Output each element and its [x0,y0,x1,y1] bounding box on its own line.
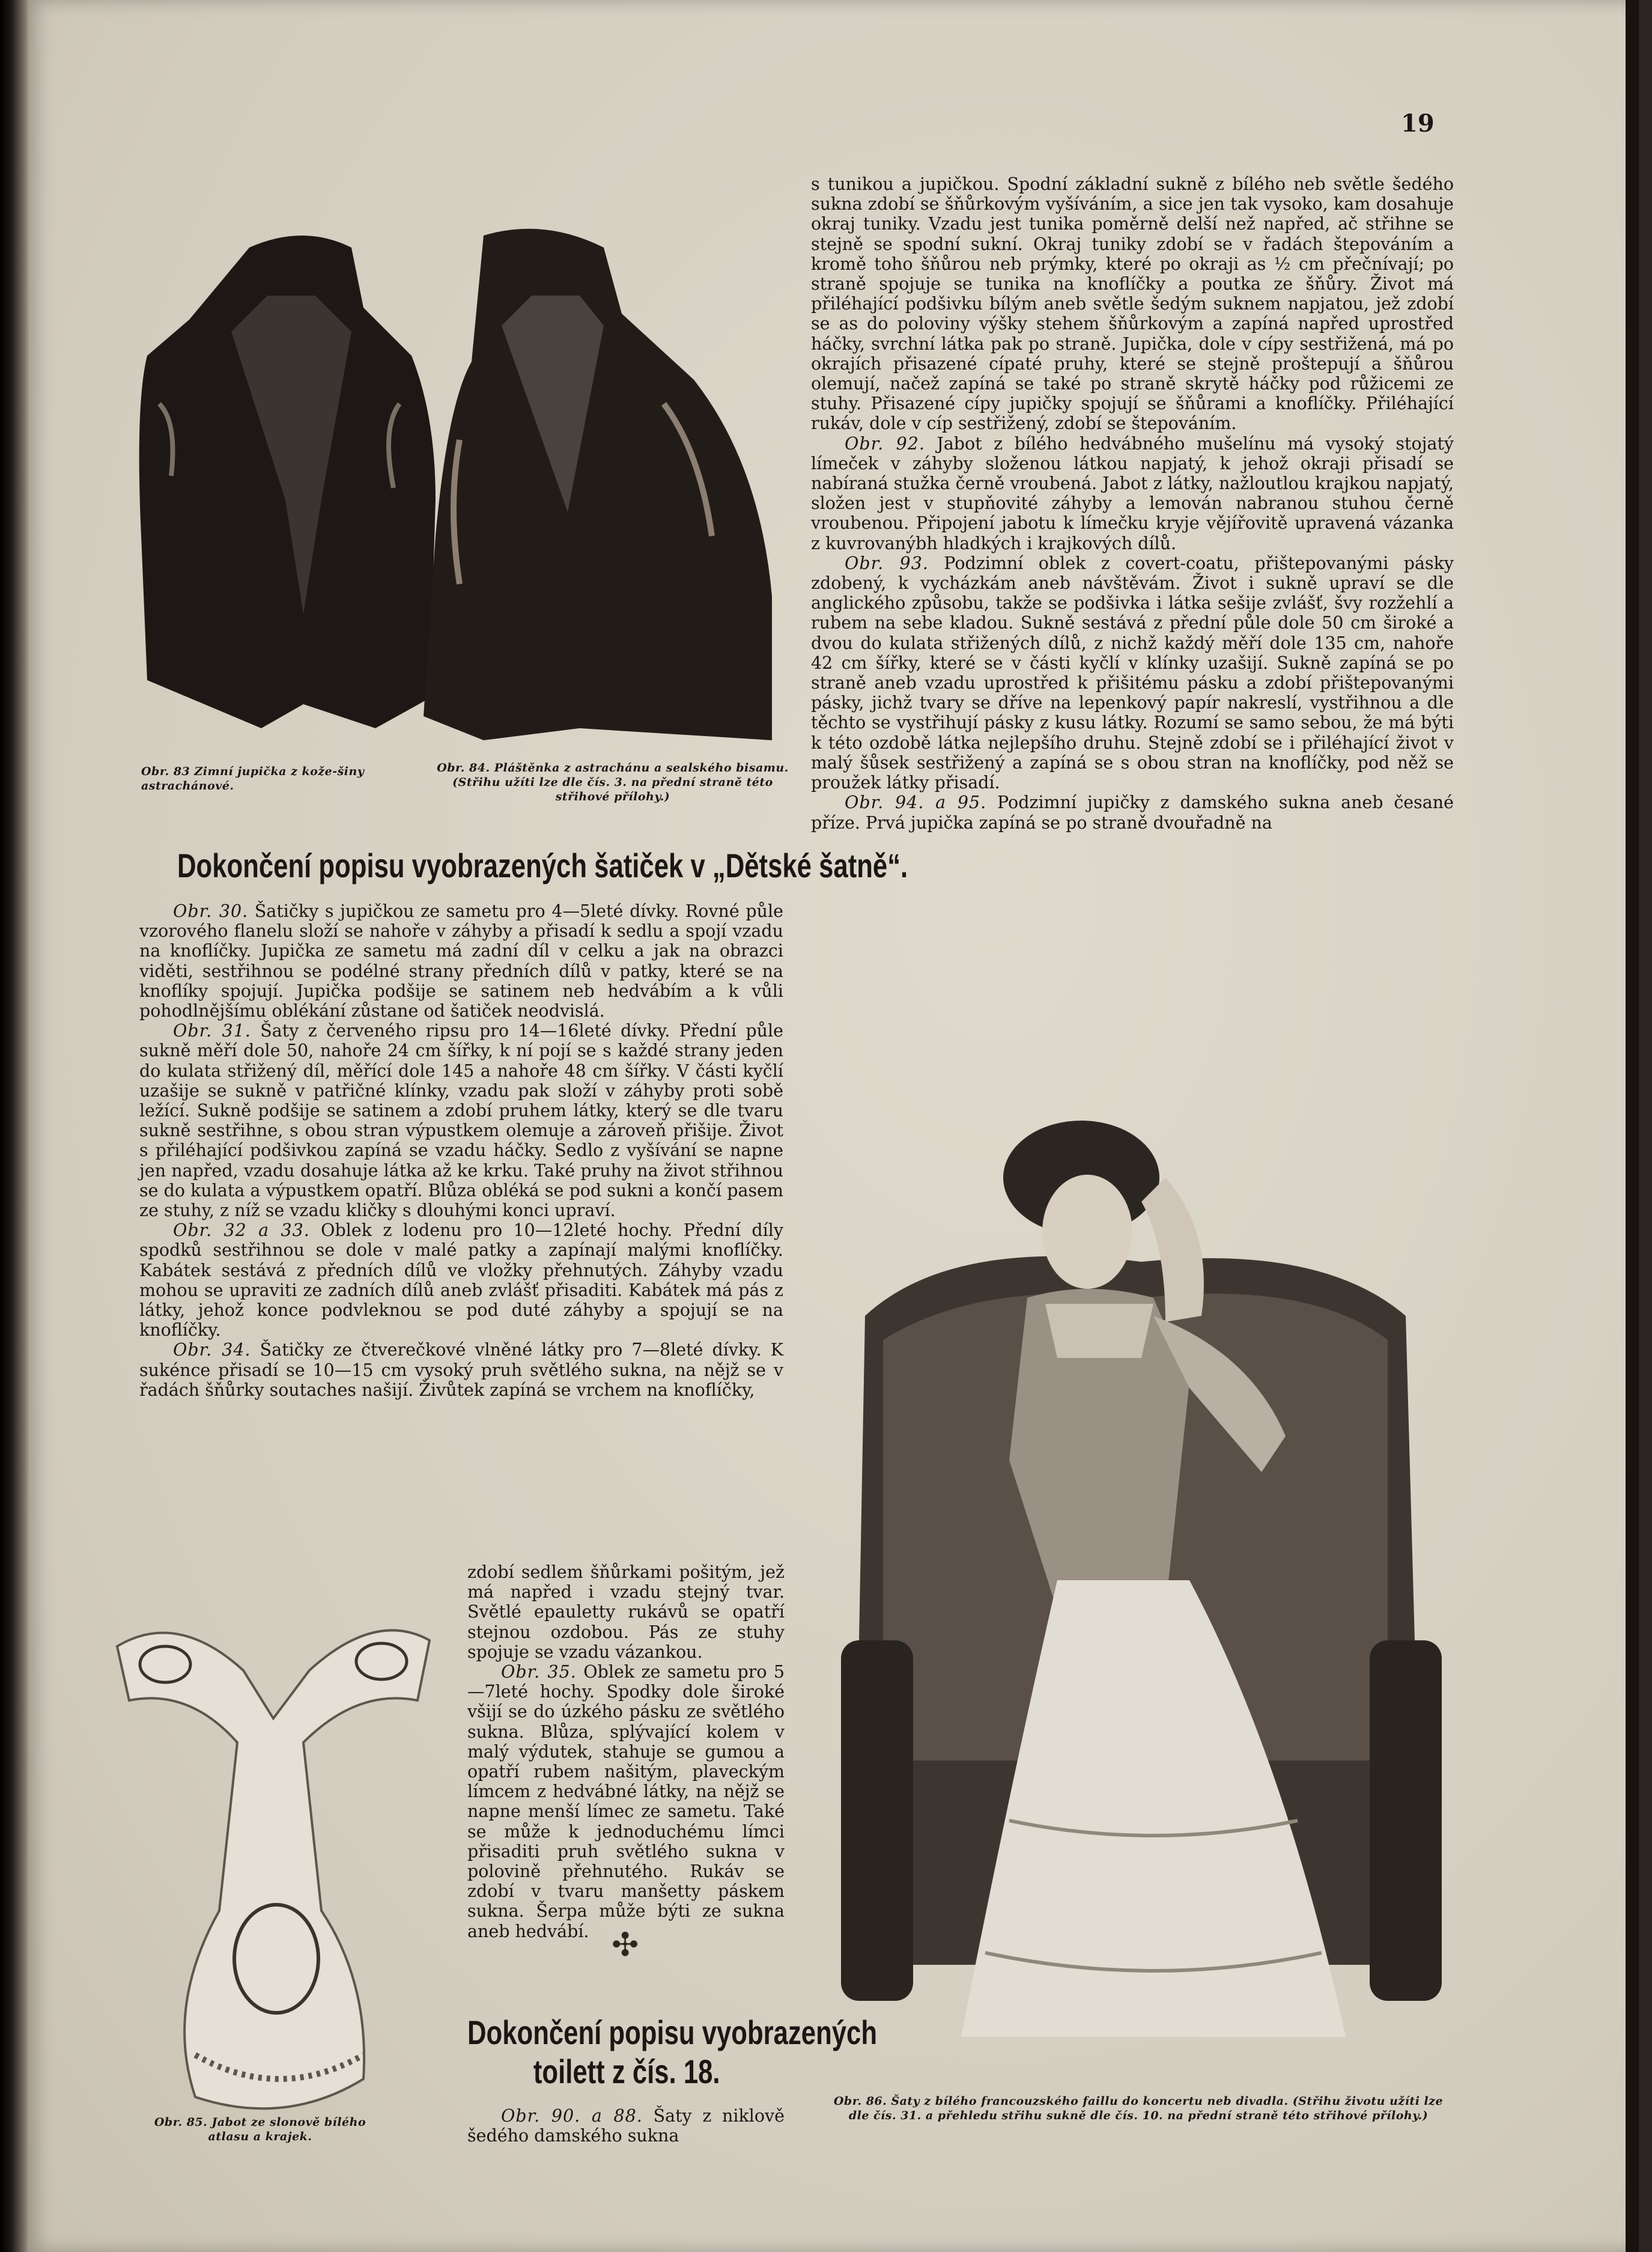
caption-obr84-text: Pláštěnka z astrachánu a sealského bisamu. (Střihu užíti lze dle čís. 3. na přední straně této střihové přílohy.) [452,761,789,803]
caption-obr83-text: Zimní jupička z kože-šiny astrachánové. [141,765,365,793]
caption-obr84-number: Obr. 84. [437,761,490,775]
paragraph-obr90 [467,2106,785,2146]
section-heading-toilettes [467,2013,878,2091]
caption-obr86-number: Obr. 86. [833,2095,887,2108]
page-edge [1626,0,1639,2252]
paragraph-obr35-text: Oblek ze sametu pro 5—7leté hochy. Spodky dole široké všijí se do úzkého pásku ze světlého sukna. Blůza, splývající kolem v malý výdutek, stahuje se gumou a opatří rubem našitým, plaveckým límcem z hedvábné látky, na nějž se napne menší límec ze sametu. Také se může k jednoduchému límci přisaditi pruh světlého sukna v polovině přehnutého. Rukáv se zdobí v tvaru manšetty páskem sukna. Šerpa může býti ze sukna aneb hedvábí. [467,1662,785,1941]
paragraph-obr94-number: Obr. 94. a 95. [845,793,987,813]
paragraph-obr92 [811,434,1454,553]
caption-obr84 [427,761,799,804]
page-number: 19 [1401,109,1435,138]
left-column-text [139,901,783,1400]
paragraph-obr30-text: Šatičky s jupičkou ze sametu pro 4—5leté dívky. Rovné půle vzorového flanelu složí se nahoře v záhyby a přisadí k sedlu a spojí vzadu na knoflíčky. Jupička ze sametu má zadní díl v celku a jak na obrazci viděti, sestřihnou se podélné strany předních dílů v patky, které se na knoflíky spojují. Jupička podšije se satinem neb hedvábím a k vůli pohodlnějšímu oblékání zůstane od šatiček neodvislá. [139,901,784,1021]
paragraph-obr94-text: Podzimní jupičky z damského sukna aneb česané příze. Prvá jupička zapíná se po straně dvouřadně na [811,793,1454,833]
paragraph-obr35-number: Obr. 35. [501,1662,577,1682]
paragraph-obr34-continued: zdobí sedlem šňůrkami pošitým, jež má napřed i vzadu stejný tvar. Světlé epauletty rukávů se opatří stejnou ozdobou. Pás ze stuhy spojuje se vzadu vázankou. [467,1562,785,1662]
paragraph-obr90-number: Obr. 90. a 88. [501,2106,643,2126]
heading-toilettes-line1: Dokončení popisu vyobrazených [467,2013,878,2051]
paragraph-obr32-text: Oblek z lodenu pro 10—12leté hochy. Přední díly spodků sestřihnou se dole v malé patky a zapínají malými knoflíčky. Kabátek sestává z předních dílů ve vložky přehnutých. Záhyby vzadu mohou se upraviti ze zadních dílů aneb zvlášť přisaditi. Kabátek má pás z látky, jehož konce podvleknou se pod duté záhyby a spojují se na knoflíčky. [139,1220,784,1341]
paragraph-obr34-text: Šatičky ze čtverečkové vlněné látky pro 7—8leté dívky. K sukénce přisadí se 10—15 cm vysoký pruh světlého sukna, na nějž se v řadách šňůrky soutaches našijí. Živůtek zapíná se vrchem na knoflíčky, [139,1340,783,1400]
caption-obr83 [141,764,396,793]
paragraph-obr31-number: Obr. 31. [173,1021,251,1041]
narrow-column-text [467,1562,785,1941]
paragraph-obr32-number: Obr. 32 a 33. [173,1220,310,1241]
caption-obr86 [826,2094,1451,2123]
heading-toilettes-line2: toilett z čís. 18. [533,2053,720,2090]
illustration-seated-woman [829,1100,1454,2085]
paragraph-obr34 [139,1340,783,1400]
paragraph-obr34-number: Obr. 34. [173,1340,251,1360]
paragraph-obr92-text: Jabot z bílého hedvábného mušelínu má vysoký stojatý límeček v záhyby složenou látkou napjatý, k jehož okraji přisadí se nabíraná stužka černě vroubená. Jabot z látky, nažloutlou krajkou napjatý, složen jest v stupňovité záhyby a lemován nabranou stuhou černě vroubenou. Připojení jabotu k límečku kryje vějířovitě upravená vázanka z kuvrovanýbh hladkých i krajkových dílů. [811,433,1454,553]
paragraph-obr90-text: Šaty z niklově šedého damského sukna [467,2106,785,2146]
paragraph-obr31 [139,1021,783,1220]
caption-obr83-number: Obr. 83 [141,765,190,778]
paragraph-obr30 [139,901,783,1021]
paragraph-obr93-text: Podzimní oblek z covert-coatu, přištepovanými pásky zdobený, k vycházkám aneb návštěvám. Život i sukně upraví se dle anglického způsobu, takže se podšivka i látka sešije zvlášť, švy rozžehlí a rubem na sebe kladou. Sukně sestává z přední půle dole 50 cm široké a dvou do kulata střižených dílů, z nichž každý měří dole 135 cm, nahoře 42 cm šířky, které se v části kyčlí v klínky uzašijí. Sukně zapíná se po straně aneb vzadu uprostřed k přišitému pásku a zdobí přištepovanými pásky, jichž tvary se dříve na lepenkový papír nakreslí, vystřihnou a dle těchto se vystřihují pásky z kusu látky. Rozumí se samo sebou, že má býti k této ozdobě látka nejlepšího druhu. Stejně zdobí se i přiléhající život v malý šůsek sestřižený a zapíná se s obou stran na knoflíčky, pod něž se proužek látky přisadí. [811,553,1454,793]
paragraph-obr92-number: Obr. 92. [845,433,925,454]
book-spine [0,0,29,2252]
paragraph-obr93 [811,553,1454,793]
caption-obr85-text: Jabot ze slonově bílého atlasu a krajek. [208,2116,366,2143]
right-column-text [811,174,1454,833]
paragraph-obr31-text: Šaty z červeného ripsu pro 14—16leté dívky. Přední půle sukně měří dole 50, nahoře 24 cm šířky, k ní pojí se s každé strany jeden do kulata střižený díl, měřící dole 145 a nahoře 48 cm šířky. V části kyčlí uzašije se sukně v patřičné klínky, vzadu pak složí v záhyby proti sobě ležící. Sukně podšije se satinem a zdobí pruhem látky, který se dle tvaru sukně sestřihne, s obou stran výpustkem olemuje a zároveň přišije. Život s přiléhající podšivkou zapíná se vzadu háčky. Sedlo z vyšívání se napne jen napřed, vzadu dosahuje látka až ke krku. Také pruhy na život střihnou se do kulata a výpustkem opatří. Blůza obléká se pod sukni a končí pasem ze stuhy, z níž se vzadu kličky s dlouhými konci upraví. [139,1021,783,1221]
paragraph-obr35 [467,1662,785,1941]
jacket-obr83-figure [139,236,436,728]
caption-obr85-number: Obr. 85. [154,2116,208,2129]
caption-obr85 [146,2115,374,2144]
cape-obr84-figure [424,229,772,740]
illustration-fur-jackets [123,224,784,752]
illustration-jabot [105,1598,442,2139]
paragraph-tunic-continued: s tunikou a jupičkou. Spodní základní sukně z bílého neb světle šedého sukna zdobí se šňůrkovým vyšíváním, a sice jen tak vysoko, kam dosahuje okraj tuniky. Vzadu jest tunika poměrně delší než napřed, ač střihne se stejně se spodní sukní. Okraj tuniky zdobí se v řadách štepováním a kromě toho šňůrou neb prýmky, které po okraji as ½ cm přečnívají; po straně spojuje se tunika na knoflíčky a poutka ze šňůry. Život má přiléhající podšivku bílým aneb světle šedým suknem napjatou, jež zdobí se as do poloviny výšky stehem šňůrkovým a zapíná napřed uprostřed háčky, svrchní látka pak po straně. Jupička, dole v cípy sestřižená, má po okrajích přisazené cípaté pruhy, které se stejně proštepují a šňůrou olemují, načež zapíná se také po straně skrytě háčky pod růžicemi ze stuhy. Přisazené cípy jupičky spojují se šňůrami a knoflíčky. Přiléhající rukáv, dole v cíp sestřižený, zdobí se štepováním. [811,174,1454,434]
paragraph-obr93-number: Obr. 93. [845,553,929,573]
paragraph-obr30-number: Obr. 30. [173,901,249,921]
paragraph-obr32 [139,1220,783,1340]
section-heading-childrens-dresses: Dokončení popisu vyobrazených šatiček v „Dětské šatně“. [177,847,908,884]
caption-obr86-text: Šaty z bílého francouzského faillu do koncertu neb divadla. (Střihu životu užíti lze dle čís. 31. a přehledu střihu sukně dle čís. 10. na přední straně této střihové přílohy.) [848,2095,1444,2122]
ornament-fleuron: ✣ [612,1926,639,1964]
paragraph-obr94 [811,793,1454,832]
